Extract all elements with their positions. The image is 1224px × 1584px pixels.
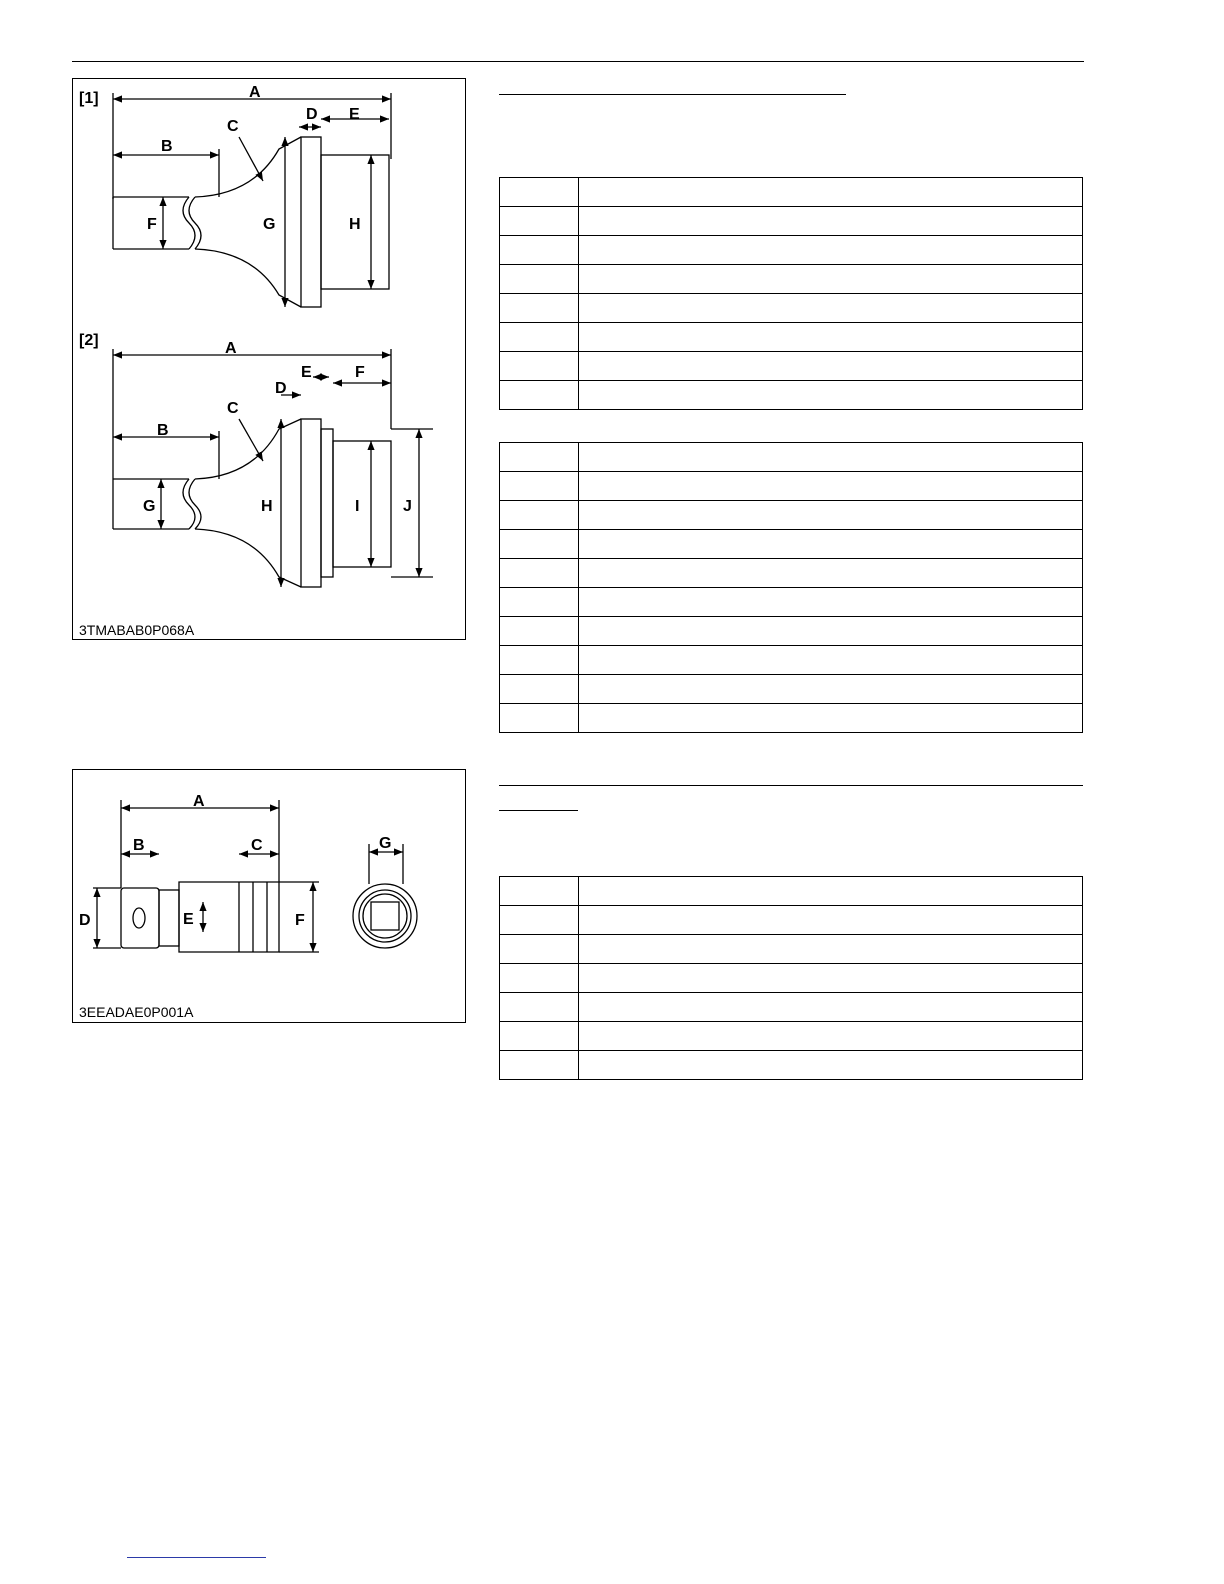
fig2-label-D: D — [79, 912, 91, 929]
table-cell-key — [500, 906, 579, 935]
table-cell-value — [579, 704, 1083, 733]
p1-label-F: F — [147, 216, 157, 233]
p1-label-B: B — [161, 138, 173, 155]
table-row — [500, 877, 1083, 906]
table-cell-key — [500, 472, 579, 501]
section-heading-underline-2 — [499, 810, 578, 811]
table-cell-value — [579, 646, 1083, 675]
table-row — [500, 381, 1083, 410]
table-cell-value — [579, 352, 1083, 381]
table-row — [500, 323, 1083, 352]
table-row — [500, 178, 1083, 207]
table-cell-key — [500, 323, 579, 352]
figure-top-drawing — [73, 79, 465, 639]
table-row — [500, 207, 1083, 236]
p1-label-G: G — [263, 216, 276, 233]
table-cell-value — [579, 178, 1083, 207]
table-cell-key — [500, 265, 579, 294]
table-cell-key — [500, 675, 579, 704]
p2-label-G: G — [143, 498, 156, 515]
table-cell-key — [500, 704, 579, 733]
table-cell-key — [500, 588, 579, 617]
table-cell-key — [500, 993, 579, 1022]
table-cell-key — [500, 443, 579, 472]
table-cell-value — [579, 472, 1083, 501]
fig2-label-E: E — [183, 911, 194, 928]
fig2-label-F: F — [295, 912, 305, 929]
table-cell-key — [500, 646, 579, 675]
table-cell-value — [579, 935, 1083, 964]
fig2-label-C: C — [251, 837, 263, 854]
p1-label-H: H — [349, 216, 361, 233]
table-row — [500, 1051, 1083, 1080]
table-cell-key — [500, 501, 579, 530]
section-heading-underline-1 — [499, 94, 846, 95]
table-row — [500, 472, 1083, 501]
fig2-label-B: B — [133, 837, 145, 854]
table-cell-value — [579, 443, 1083, 472]
table-cell-value — [579, 675, 1083, 704]
table-cell-value — [579, 877, 1083, 906]
table-cell-value — [579, 381, 1083, 410]
table-cell-key — [500, 381, 579, 410]
table-row — [500, 530, 1083, 559]
table-cell-key — [500, 178, 579, 207]
table-row — [500, 675, 1083, 704]
p1-label-A: A — [249, 84, 261, 101]
table-row — [500, 646, 1083, 675]
panel2-tag: [2] — [79, 332, 99, 349]
table-row — [500, 265, 1083, 294]
table-row — [500, 906, 1083, 935]
table-cell-value — [579, 1022, 1083, 1051]
table-row — [500, 993, 1083, 1022]
spec-table-2 — [499, 442, 1083, 733]
table-cell-key — [500, 236, 579, 265]
section-divider-2 — [499, 785, 1083, 786]
table-cell-value — [579, 323, 1083, 352]
p2-label-B: B — [157, 422, 169, 439]
p2-label-D: D — [275, 380, 287, 397]
table-row — [500, 559, 1083, 588]
table-cell-key — [500, 352, 579, 381]
table-cell-key — [500, 964, 579, 993]
figure-bottom-drawing — [73, 770, 465, 1022]
figure-top-code: 3TMABAB0P068A — [79, 622, 195, 638]
table-cell-value — [579, 906, 1083, 935]
table-cell-value — [579, 207, 1083, 236]
p2-label-H: H — [261, 498, 273, 515]
table-row — [500, 443, 1083, 472]
table-row — [500, 236, 1083, 265]
table-cell-key — [500, 530, 579, 559]
table-cell-key — [500, 1022, 579, 1051]
table-cell-key — [500, 877, 579, 906]
table-cell-key — [500, 935, 579, 964]
table-cell-value — [579, 530, 1083, 559]
table-cell-key — [500, 559, 579, 588]
table-cell-value — [579, 993, 1083, 1022]
p1-label-C: C — [227, 118, 239, 135]
panel1-tag: [1] — [79, 90, 99, 107]
table-row — [500, 1022, 1083, 1051]
p2-label-A: A — [225, 340, 237, 357]
footer-link-underline[interactable] — [127, 1557, 266, 1558]
table-row — [500, 964, 1083, 993]
table-cell-key — [500, 294, 579, 323]
p2-label-J: J — [403, 498, 412, 515]
table-row — [500, 617, 1083, 646]
figure-top — [72, 78, 466, 640]
table-row — [500, 588, 1083, 617]
figure-bottom-code: 3EEADAE0P001A — [79, 1004, 194, 1020]
table-cell-value — [579, 1051, 1083, 1080]
table-cell-value — [579, 236, 1083, 265]
fig2-label-G: G — [379, 835, 392, 852]
p2-label-C: C — [227, 400, 239, 417]
table-cell-value — [579, 559, 1083, 588]
spec-table-3 — [499, 876, 1083, 1080]
table-row — [500, 501, 1083, 530]
table-cell-value — [579, 294, 1083, 323]
table-cell-value — [579, 265, 1083, 294]
p1-label-E: E — [349, 106, 360, 123]
p2-label-F: F — [355, 364, 365, 381]
table-cell-value — [579, 588, 1083, 617]
table-cell-key — [500, 617, 579, 646]
table-cell-value — [579, 501, 1083, 530]
table-cell-value — [579, 964, 1083, 993]
p2-label-E: E — [301, 364, 312, 381]
table-row — [500, 294, 1083, 323]
figure-bottom — [72, 769, 466, 1023]
table-row — [500, 704, 1083, 733]
table-cell-value — [579, 617, 1083, 646]
table-cell-key — [500, 207, 579, 236]
table-cell-key — [500, 1051, 579, 1080]
header-rule — [72, 61, 1084, 62]
spec-table-1 — [499, 177, 1083, 410]
p2-label-I: I — [355, 498, 360, 515]
table-row — [500, 935, 1083, 964]
p1-label-D: D — [306, 106, 318, 123]
table-row — [500, 352, 1083, 381]
fig2-label-A: A — [193, 793, 205, 810]
